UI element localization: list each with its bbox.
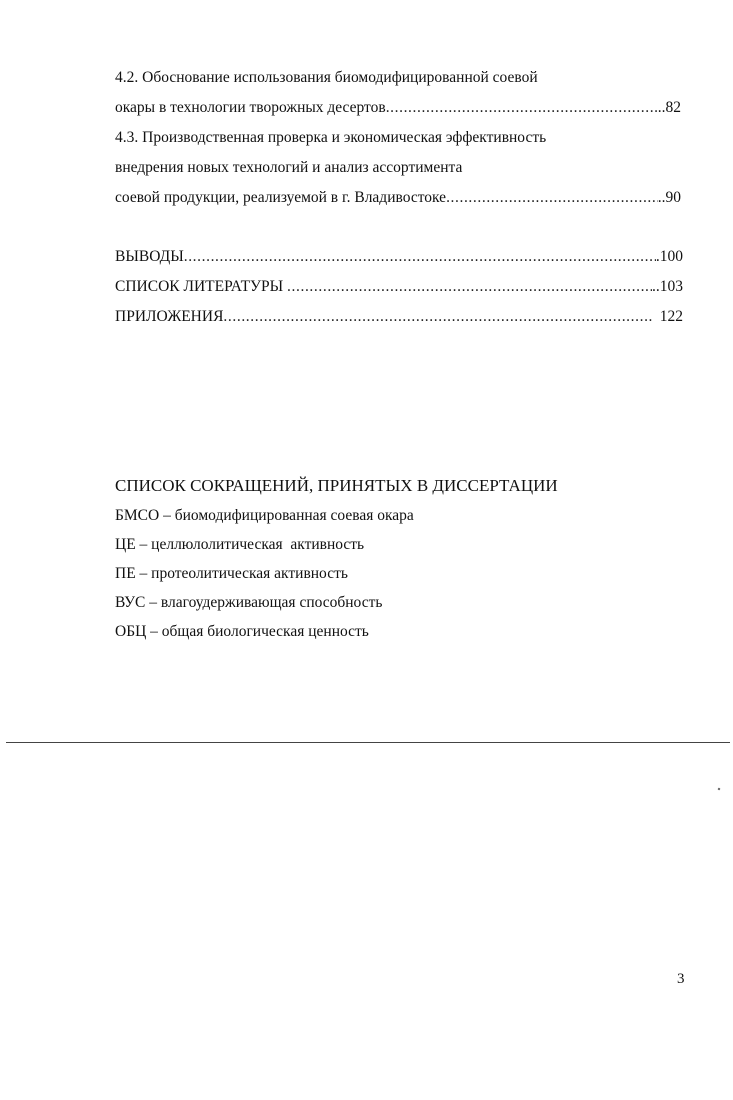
toc-appendices-page: 122 [652, 308, 683, 325]
toc-appendices-label: ПРИЛОЖЕНИЯ [115, 308, 224, 325]
toc-leader-dots [287, 277, 652, 297]
toc-4-2-label: окары в технологии творожных десертов [115, 99, 386, 116]
toc-4-2-line2 [115, 98, 681, 118]
toc-appendices [115, 307, 683, 327]
page-number: 3 [677, 971, 685, 987]
toc-references-label: СПИСОК ЛИТЕРАТУРЫ [115, 278, 288, 295]
toc-4-3-line2: внедрения новых технологий и анализ ассортимента [115, 159, 463, 176]
abbreviations-heading: СПИСОК СОКРАЩЕНИЙ, ПРИНЯТЫХ В ДИССЕРТАЦИИ [115, 476, 558, 495]
toc-leader-dots [223, 307, 652, 327]
scan-speck [718, 788, 721, 791]
toc-leader-dots [386, 98, 658, 118]
abbreviation-item: БМСО – биомодифицированная соевая окара [115, 507, 414, 524]
abbreviation-item: ВУС – влагоудерживающая способность [115, 594, 383, 611]
toc-leader-dots [446, 188, 658, 208]
toc-4-3-line3 [115, 188, 681, 208]
abbreviation-item: ОБЦ – общая биологическая ценность [115, 623, 369, 640]
toc-conclusions-label: ВЫВОДЫ [115, 248, 184, 265]
toc-conclusions [115, 247, 683, 267]
toc-4-2-page: ..82 [657, 99, 681, 116]
abbreviation-item: ЦЕ – целлюлолитическая активность [115, 536, 365, 553]
toc-4-3-page: ..90 [657, 189, 681, 206]
horizontal-rule [6, 742, 730, 743]
toc-conclusions-page: .100 [655, 248, 683, 265]
toc-references [115, 277, 683, 297]
toc-4-3-line1: 4.3. Производственная проверка и экономическая эффективность [115, 129, 547, 146]
toc-references-page: ..103 [652, 278, 683, 295]
toc-leader-dots [184, 247, 656, 267]
toc-4-3-label: соевой продукции, реализуемой в г. Владивостоке [115, 189, 447, 206]
toc-4-2-line1: 4.2. Обоснование использования биомодифицированной соевой [115, 69, 538, 86]
abbreviation-item: ПЕ – протеолитическая активность [115, 565, 348, 582]
